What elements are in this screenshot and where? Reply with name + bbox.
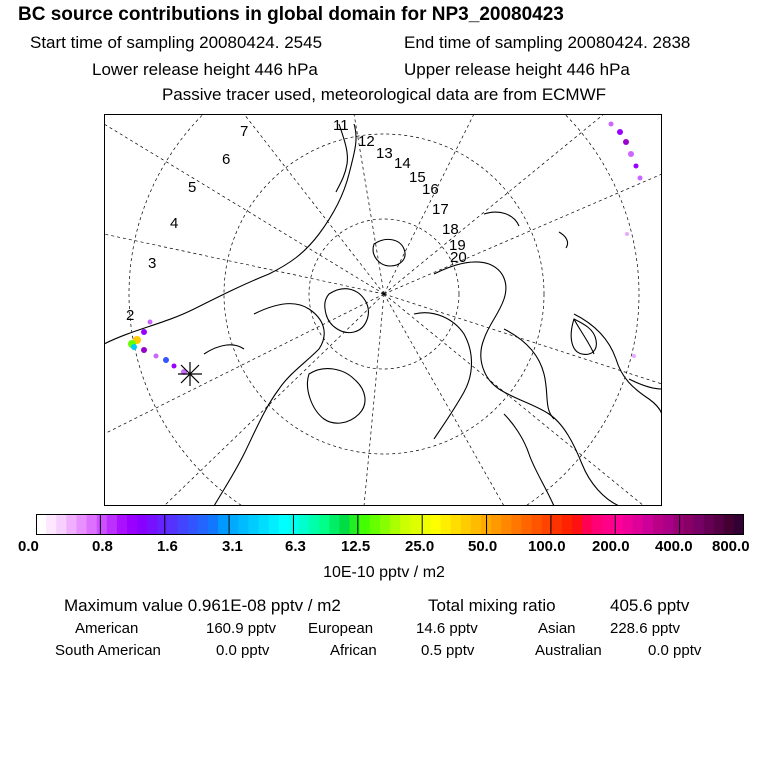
plume-cell xyxy=(609,122,614,127)
colorbar-cell xyxy=(360,514,371,535)
plume-cell xyxy=(148,320,153,325)
colorbar-cell xyxy=(582,514,593,535)
colorbar-cell xyxy=(441,514,452,535)
plume-cell xyxy=(172,364,177,369)
traj-label: 2 xyxy=(126,307,135,324)
colorbar-cell xyxy=(714,514,725,535)
colorbar-cell xyxy=(552,514,563,535)
traj-label: 15 xyxy=(409,169,426,186)
region-value: 14.6 pptv xyxy=(416,620,478,637)
colorbar-cell xyxy=(319,514,330,535)
colorbar-cell xyxy=(663,514,674,535)
region-name: African xyxy=(330,642,377,659)
colorbar-cell xyxy=(643,514,654,535)
colorbar-cell xyxy=(683,514,694,535)
traj-label: 12 xyxy=(358,133,375,150)
colorbar-tick: 3.1 xyxy=(222,538,243,555)
region-value: 0.0 pptv xyxy=(216,642,270,659)
region-name: European xyxy=(308,620,374,637)
colorbar-tick: 200.0 xyxy=(592,538,630,555)
traj-label: 13 xyxy=(376,145,393,162)
plume-cell xyxy=(617,129,623,135)
region-value: 0.0 pptv xyxy=(648,642,702,659)
release-marker xyxy=(178,362,202,386)
colorbar-cell xyxy=(66,514,77,535)
region-name: Asian xyxy=(538,620,576,637)
colorbar-cell xyxy=(653,514,664,535)
colorbar-cell xyxy=(339,514,350,535)
colorbar-cell xyxy=(370,514,381,535)
page-title: BC source contributions in global domain for NP3_20080423 xyxy=(18,4,564,25)
traj-label: 7 xyxy=(240,123,249,140)
colorbar-cell xyxy=(532,514,543,535)
colorbar-cell xyxy=(259,514,270,535)
region-value: 228.6 pptv xyxy=(610,620,681,637)
traj-label: 6 xyxy=(222,151,231,168)
colorbar-cell xyxy=(461,514,472,535)
total-mixing-value: 405.6 pptv xyxy=(610,596,690,615)
colorbar-cell xyxy=(491,514,502,535)
colorbar-cell xyxy=(309,514,320,535)
plume-cell xyxy=(625,232,629,236)
colorbar-cell xyxy=(279,514,290,535)
region-name: American xyxy=(75,620,139,637)
colorbar-cell xyxy=(147,514,158,535)
colorbar-cell xyxy=(76,514,87,535)
colorbar-unit: 10E-10 pptv / m2 xyxy=(323,564,445,581)
traj-label: 5 xyxy=(188,179,197,196)
colorbar-cell xyxy=(56,514,67,535)
colorbar-cell xyxy=(592,514,603,535)
colorbar-cell xyxy=(238,514,249,535)
traj-label: 11 xyxy=(333,117,349,134)
region-name: South American xyxy=(55,642,161,659)
colorbar-cell xyxy=(633,514,644,535)
colorbar-cell xyxy=(572,514,583,535)
colorbar-cell xyxy=(501,514,512,535)
traj-label: 20 xyxy=(450,249,467,266)
colorbar-cell xyxy=(208,514,219,535)
colorbar-cell xyxy=(289,514,300,535)
tracer-note: Passive tracer used, meteorological data are from ECMWF xyxy=(161,85,607,104)
traj-label: 16 xyxy=(422,181,439,198)
colorbar-tick: 1.6 xyxy=(157,538,178,555)
region-value: 0.5 pptv xyxy=(421,642,475,659)
colorbar-cell xyxy=(137,514,148,535)
upper-release-label: Upper release height 446 hPa xyxy=(404,60,630,79)
colorbar-tick: 400.0 xyxy=(655,538,693,555)
plume-cell xyxy=(623,139,629,145)
colorbar-tick: 0.0 xyxy=(18,538,39,555)
colorbar-cell xyxy=(400,514,411,535)
colorbar-cell xyxy=(46,514,57,535)
colorbar-cell xyxy=(380,514,391,535)
colorbar-cell xyxy=(623,514,634,535)
colorbar-cell xyxy=(350,514,361,535)
colorbar-cell xyxy=(178,514,189,535)
colorbar-tick: 0.8 xyxy=(92,538,113,555)
start-time-label: Start time of sampling 20080424. 2545 xyxy=(30,33,323,52)
colorbar-tick: 800.0 xyxy=(712,538,750,555)
colorbar-cell xyxy=(127,514,138,535)
plume-cell xyxy=(131,344,137,350)
plume-cell xyxy=(141,347,147,353)
colorbar-cell xyxy=(613,514,624,535)
colorbar-tick: 6.3 xyxy=(285,538,306,555)
colorbar-cell xyxy=(97,514,108,535)
colorbar-cell xyxy=(521,514,532,535)
colorbar-cell xyxy=(390,514,401,535)
traj-label: 3 xyxy=(148,255,157,272)
traj-label: 14 xyxy=(394,155,411,172)
colorbar-cell xyxy=(198,514,209,535)
map-frame xyxy=(105,115,662,506)
plume-cell xyxy=(141,329,147,335)
colorbar-cell xyxy=(218,514,229,535)
plume-cell xyxy=(628,151,634,157)
colorbar-cell xyxy=(471,514,482,535)
colorbar-cell xyxy=(107,514,118,535)
colorbar-cell xyxy=(188,514,199,535)
colorbar-cell xyxy=(117,514,128,535)
colorbar-cell xyxy=(299,514,310,535)
traj-label: 18 xyxy=(442,221,459,238)
region-name: Australian xyxy=(535,642,602,659)
colorbar-cells xyxy=(36,514,744,535)
colorbar-cell xyxy=(410,514,421,535)
end-time-label: End time of sampling 20080424. 2838 xyxy=(404,33,691,52)
colorbar-cell xyxy=(724,514,735,535)
colorbar-cell xyxy=(167,514,178,535)
colorbar-cell xyxy=(87,514,98,535)
colorbar-cell xyxy=(562,514,573,535)
colorbar-cell xyxy=(602,514,613,535)
colorbar-cell xyxy=(329,514,340,535)
traj-label: 17 xyxy=(432,201,449,218)
polar-map xyxy=(104,114,662,506)
colorbar-cell xyxy=(511,514,522,535)
traj-label: 4 xyxy=(170,215,179,232)
plume-cell xyxy=(638,176,643,181)
lower-release-label: Lower release height 446 hPa xyxy=(92,60,318,79)
colorbar-cell xyxy=(673,514,684,535)
colorbar-tick: 12.5 xyxy=(341,538,371,555)
colorbar-cell xyxy=(430,514,441,535)
colorbar-cell xyxy=(36,514,47,535)
colorbar-tick: 25.0 xyxy=(405,538,435,555)
colorbar-tick: 50.0 xyxy=(468,538,498,555)
colorbar-tick: 100.0 xyxy=(528,538,566,555)
colorbar-cell xyxy=(248,514,259,535)
max-value-label: Maximum value 0.961E-08 pptv / m2 xyxy=(64,596,341,615)
region-value: 160.9 pptv xyxy=(206,620,277,637)
colorbar-cell xyxy=(451,514,462,535)
plume-cell xyxy=(163,357,169,363)
plume-cell xyxy=(634,164,639,169)
colorbar-cell xyxy=(269,514,280,535)
traj-label: 19 xyxy=(449,237,466,254)
colorbar-cell xyxy=(228,514,239,535)
colorbar xyxy=(36,514,744,535)
colorbar-cell xyxy=(157,514,168,535)
colorbar-cell xyxy=(693,514,704,535)
plume-cell xyxy=(632,354,636,358)
colorbar-cell xyxy=(734,514,744,535)
total-mixing-label: Total mixing ratio xyxy=(428,596,556,615)
colorbar-cell xyxy=(704,514,715,535)
plume-cell xyxy=(154,354,159,359)
